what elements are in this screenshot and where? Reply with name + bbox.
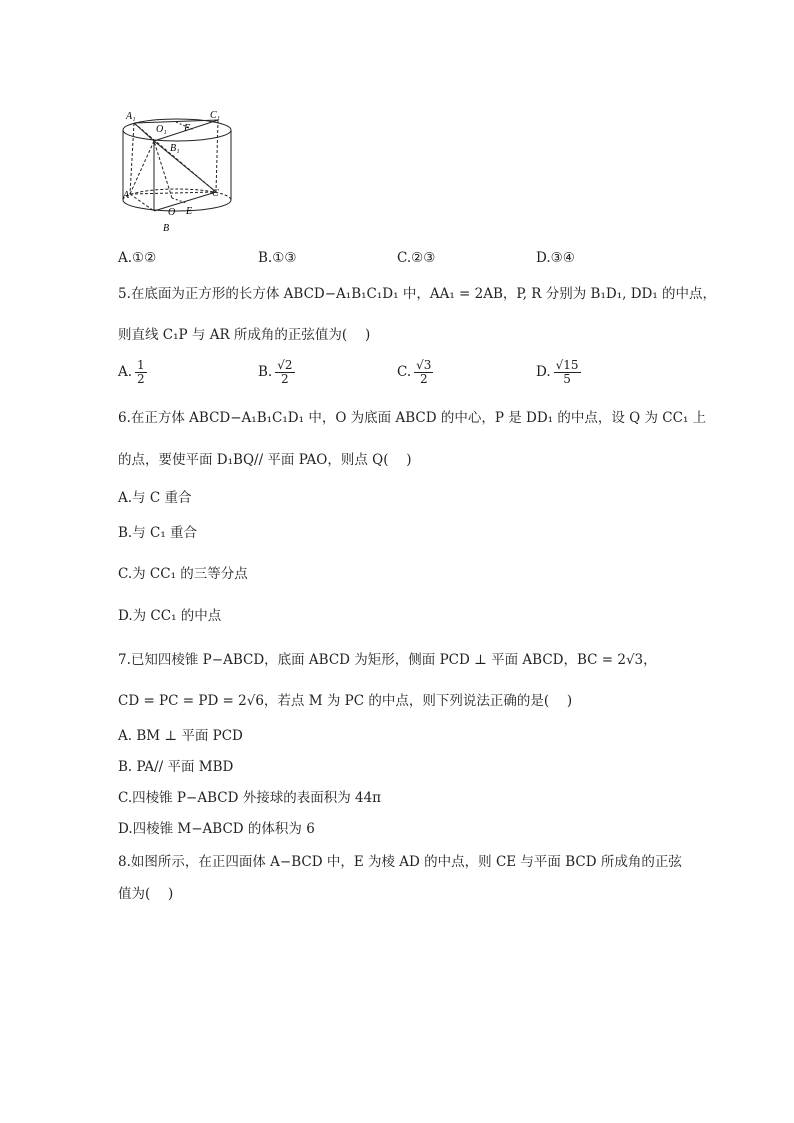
q5-option-b-den: 2 <box>281 372 289 386</box>
q8-stem-line2: 值为( ) <box>118 886 174 902</box>
q5-option-b-num: √2 <box>277 358 293 372</box>
q6-option-b[interactable]: B.与 C₁ 重合 <box>118 525 198 541</box>
q5-option-d-prefix: D. <box>536 364 551 380</box>
q5-option-d-den: 5 <box>563 372 571 386</box>
q5-option-c-den: 2 <box>419 372 428 386</box>
q7-option-b[interactable]: B. PA// 平面 MBD <box>118 759 234 775</box>
q5-option-d-num: √15 <box>555 358 579 372</box>
label-O1: O₁ <box>156 124 167 135</box>
q7-stem-line1: 7.已知四棱锥 P−ABCD，底面 ABCD 为矩形，侧面 PCD ⊥ 平面 ABCD，BC = 2√3， <box>118 652 657 668</box>
q4-option-c[interactable]: C.②③ <box>397 250 436 266</box>
q5-option-a-num: 1 <box>137 358 145 372</box>
q5-stem-line1: 5.在底面为正方形的长方体 ABCD−A₁B₁C₁D₁ 中，AA₁ = 2AB，P, R 分别为 B₁D₁, DD₁ 的中点， <box>118 286 717 302</box>
q5-option-c-prefix: C. <box>397 364 412 380</box>
q5-option-a-prefix: A. <box>118 364 133 380</box>
q4-option-d[interactable]: D.③④ <box>536 250 575 266</box>
q6-stem-line1: 6.在正方体 ABCD−A₁B₁C₁D₁ 中，O 为底面 ABCD 的中心，P 是 DD₁ 的中点，设 Q 为 CC₁ 上 <box>118 410 707 426</box>
q4-option-a[interactable]: A.①② <box>118 250 157 266</box>
q5-option-a-den: 2 <box>137 372 145 386</box>
label-B1: B₁ <box>170 143 180 154</box>
cylinder-figure <box>112 108 242 238</box>
q5-option-d[interactable] <box>536 359 581 386</box>
q7-option-a[interactable]: A. BM ⊥ 平面 PCD <box>118 728 243 744</box>
q5-option-b[interactable] <box>258 359 295 386</box>
label-F: F <box>184 123 191 134</box>
label-E: E <box>186 206 193 217</box>
q6-stem-line2: 的点，要使平面 D₁BQ// 平面 PAO，则点 Q( ) <box>118 452 412 468</box>
q8-stem-line1: 8.如图所示，在正四面体 A−BCD 中，E 为棱 AD 的中点，则 CE 与平面 BCD 所成角的正弦 <box>118 854 682 870</box>
q6-option-c[interactable]: C.为 CC₁ 的三等分点 <box>118 566 248 582</box>
q5-option-c-num: √3 <box>416 358 432 372</box>
label-A1: A₁ <box>126 111 136 122</box>
q4-option-b[interactable]: B.①③ <box>258 250 297 266</box>
q5-option-a[interactable] <box>118 359 147 386</box>
label-C1: C₁ <box>210 110 221 121</box>
q5-option-b-prefix: B. <box>258 364 273 380</box>
q5-option-c[interactable] <box>397 359 433 386</box>
label-A: A <box>123 190 130 201</box>
q6-option-a[interactable]: A.与 C 重合 <box>118 490 192 506</box>
q7-stem-line2: CD = PC = PD = 2√6，若点 M 为 PC 的中点，则下列说法正确的是( ) <box>118 693 573 709</box>
label-C: C <box>212 188 219 199</box>
label-O: O <box>168 207 176 218</box>
q6-option-d[interactable]: D.为 CC₁ 的中点 <box>118 608 222 624</box>
label-B: B <box>163 223 170 234</box>
q5-stem-line2: 则直线 C₁P 与 AR 所成角的正弦值为( ) <box>118 327 371 343</box>
q7-option-c[interactable]: C.四棱锥 P−ABCD 外接球的表面积为 44π <box>118 790 382 806</box>
q7-option-d[interactable]: D.四棱锥 M−ABCD 的体积为 6 <box>118 821 315 837</box>
